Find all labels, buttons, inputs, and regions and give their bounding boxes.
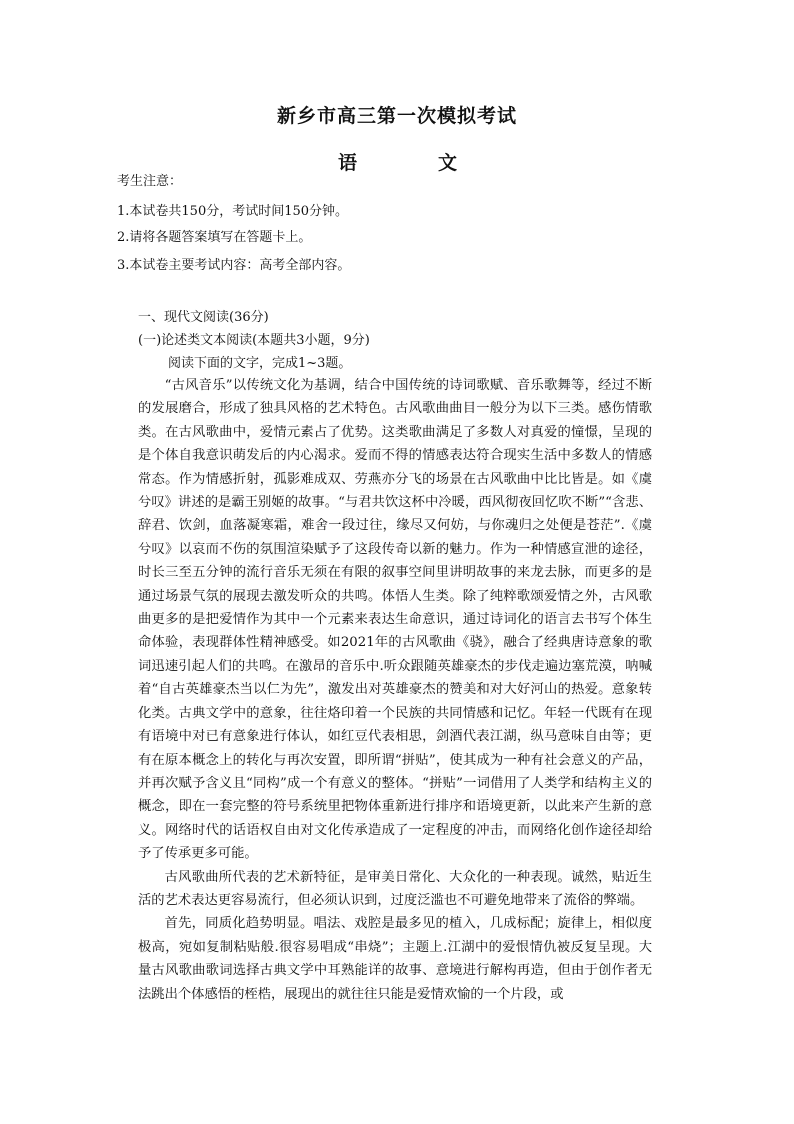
subject-char-right: 文 (438, 152, 458, 174)
section-heading: 一、现代文阅读(36分) (138, 310, 269, 325)
section-instruction: 阅读下面的文字，完成1~3题。 (168, 356, 352, 371)
passage-paragraph: 首先，同质化趋势明显。唱法、戏腔是最多见的植入，几成标配；旋律上，相似度极高，宛如复制粘贴般.很容易唱成“串烧”；主题上.江湖中的爱恨情仇被反复呈现。大量古风歌曲歌词选择古典文学中耳熟能详的故事、意境进行解构再造，但由于创作者无法跳出个体感悟的桎梏，展现出的就往往只能是爱情欢愉的一个片段，或 (138, 916, 652, 1002)
subject-heading (0, 148, 794, 172)
section-subheading: (一)论述类文本阅读(本题共3小题，9分) (138, 333, 370, 348)
notice-item: 1.本试卷共150分，考试时间150分钟。 (117, 204, 349, 219)
subject-char-left: 语 (338, 152, 358, 174)
reading-passage (138, 374, 652, 1006)
notice-item: 2.请将各题答案填写在答题卡上。 (117, 230, 312, 245)
passage-paragraph: 古风歌曲所代表的艺术新特征，是审美日常化、大众化的一种表现。诚然，贴近生活的艺术表达更容易流行，但必须认识到，过度泛滥也不可避免地带来了流俗的弊端。 (138, 869, 652, 908)
passage-paragraph: “古风音乐”以传统文化为基调，结合中国传统的诗词歌赋、音乐歌舞等，经过不断的发展磨合，形成了独具风格的艺术特色。古风歌曲曲目一般分为以下三类。感伤情歌类。在古风歌曲中，爱情元素占了优势。这类歌曲满足了多数人对真爱的憧憬，呈现的是个体自我意识萌发后的内心渴求。爱而不得的情感表达符合现实生活中多数人的情感常态。作为情感折射，孤影难成双、劳燕亦分飞的场景在古风歌曲中比比皆是。如《虞兮叹》讲述的是霸王别姬的故事。“与君共饮这杯中冷暖，西风彻夜回忆吹不断”“含悲、辞君、饮剑，血落凝寒霜，难舍一段过往，缘尽又何妨，与你魂归之处便是苍茫”.《虞兮叹》以哀而不伤的氛围渲染赋予了这段传奇以新的魅力。作为一种情感宣泄的途径，时长三至五分钟的流行音乐无须在有限的叙事空间里讲明故事的来龙去脉，而更多的是通过场景气氛的展现去激发听众的共鸣。体悟人生类。除了纯粹歌颂爱情之外，古风歌曲更多的是把爱情作为其中一个元素来表达生命意识，通过诗词化的语言去书写个体生命体验，表现群体性精神感受。如2021年的古风歌曲《骁》，融合了经典唐诗意象的歌词迅速引起人们的共鸣。在激昂的音乐中.听众跟随英雄豪杰的步伐走遍边塞荒漠，呐喊着“自古英雄豪杰当以仁为先”，激发出对英雄豪杰的赞美和对大好河山的热爱。意象转化类。古典文学中的意象，往往烙印着一个民族的共同情感和记忆。年轻一代既有在现有语境中对已有意象进行体认，如红豆代表相思，剑酒代表江湖，纵马意味自由等；更有在原本概念上的转化与再次安置，即所谓“拼贴”，使其成为一种有社会意义的产品，并再次赋予含义且“同构”成一个有意义的整体。“拼贴”一词借用了人类学和结构主义的概念，即在一套完整的符号系统里把物体重新进行排序和语境更新，以此来产生新的意义。网络时代的话语权自由对文化传承造成了一定程度的冲击，而网络化创作途径却给予了传承更多可能。 (138, 378, 652, 862)
notice-heading: 考生注意： (117, 174, 183, 189)
exam-title: 新乡市高三第一次模拟考试 (276, 105, 517, 127)
notice-item: 3.本试卷主要考试内容：高考全部内容。 (117, 258, 351, 273)
